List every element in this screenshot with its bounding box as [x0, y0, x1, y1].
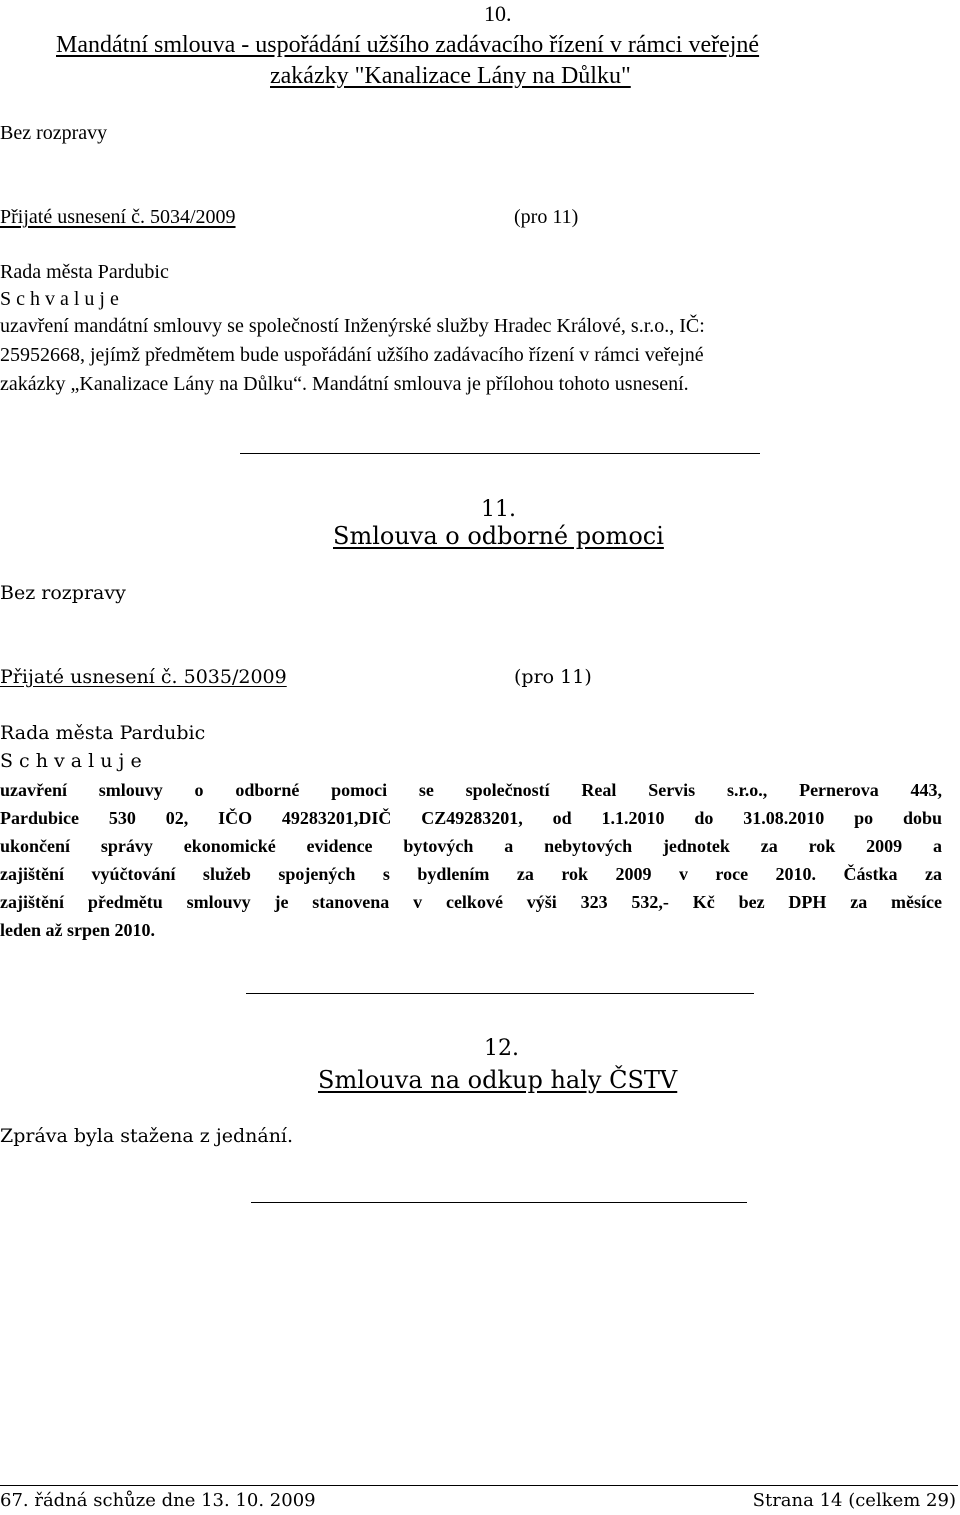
section-11-body-line: zajištění předmětu smlouvy je stanovena v celkové výši 323 532,- Kč bez DPH za měsíce — [0, 892, 942, 912]
section-12-number: 12. — [484, 1036, 519, 1061]
section-11-body-line: Pardubice 530 02, IČO 49283201,DIČ CZ49283201, od 1.1.2010 do 31.08.2010 po dobu — [0, 808, 942, 828]
section-11-vote: (pro 11) — [514, 666, 592, 688]
section-11-body-line: leden až srpen 2010. — [0, 920, 155, 940]
separator-rule — [251, 1202, 747, 1203]
section-12-title: Smlouva na odkup haly ČSTV — [318, 1066, 678, 1094]
section-11-number: 11. — [481, 497, 516, 522]
footer-page-number: Strana 14 (celkem 29) — [752, 1490, 956, 1511]
section-10-title-line2: zakázky "Kanalizace Lány na Důlku" — [270, 63, 631, 89]
footer-meeting: 67. řádná schůze dne 13. 10. 2009 — [0, 1490, 316, 1511]
section-10-vote: (pro 11) — [514, 206, 579, 228]
section-10-number: 10. — [484, 1, 512, 26]
footer-rule — [0, 1485, 958, 1486]
section-11-body — [0, 776, 942, 944]
section-11-approves: S c h v a l u j e — [0, 750, 142, 772]
section-10-discussion: Bez rozpravy — [0, 122, 108, 144]
section-11-body-line: ukončení správy ekonomické evidence bytových a nebytových jednotek za rok 2009 a — [0, 836, 942, 856]
section-10-council: Rada města Pardubic — [0, 261, 169, 283]
section-10-resolution-label: Přijaté usnesení č. 5034/2009 — [0, 206, 236, 228]
section-11-resolution-label: Přijaté usnesení č. 5035/2009 — [0, 666, 287, 688]
separator-rule — [246, 993, 754, 994]
section-11-body-line: uzavření smlouvy o odborné pomoci se společností Real Servis s.r.o., Pernerova 443, — [0, 780, 942, 800]
section-10-body-line1: uzavření mandátní smlouvy se společností Inženýrské služby Hradec Králové, s.r.o., IČ: — [0, 315, 705, 337]
section-11-discussion: Bez rozpravy — [0, 582, 126, 604]
section-10-body-line2: 25952668, jejímž předmětem bude uspořádání užšího zadávacího řízení v rámci veřejné — [0, 344, 704, 366]
separator-rule — [240, 453, 760, 454]
section-10-title-line1: Mandátní smlouva - uspořádání užšího zadávacího řízení v rámci veřejné — [56, 32, 760, 58]
section-12-note: Zpráva byla stažena z jednání. — [0, 1125, 294, 1147]
section-10-body-line3: zakázky „Kanalizace Lány na Důlku“. Mandátní smlouva je přílohou tohoto usnesení. — [0, 373, 689, 395]
section-10-approves: S c h v a l u j e — [0, 288, 119, 310]
section-11-title: Smlouva o odborné pomoci — [333, 522, 664, 550]
section-11-body-line: zajištění vyúčtování služeb spojených s bydlením za rok 2009 v roce 2010. Částka za — [0, 864, 942, 884]
section-11-council: Rada města Pardubic — [0, 722, 206, 744]
